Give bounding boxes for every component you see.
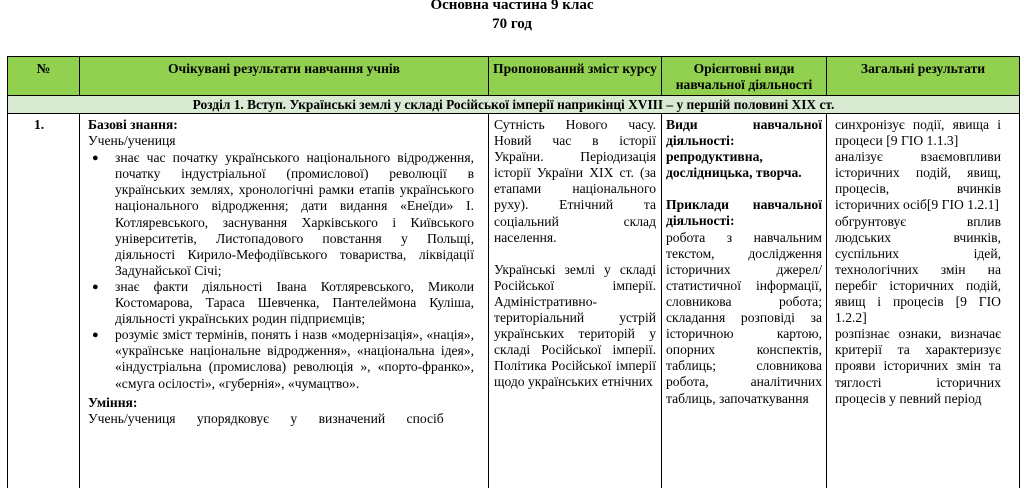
grid-line	[79, 113, 80, 488]
header-general-results: Загальні результати	[860, 61, 986, 76]
activity-types: репродуктивна, дослідницька, творча.	[666, 149, 802, 181]
header-activity-types: Орієнтовні види навчальної діяльності	[675, 61, 813, 92]
skills-text: Учень/учениця упорядковує у визначений спосіб	[88, 410, 444, 426]
general-results-cell	[835, 117, 1001, 488]
header-expected-results: Очікувані результати навчання учнів	[167, 61, 401, 76]
activities-cell	[666, 117, 822, 488]
grid-line	[7, 113, 1020, 114]
skills-heading: Уміння:	[88, 394, 138, 410]
activity-examples-heading: Приклади навчальної діяльності:	[666, 197, 822, 229]
grid-line	[488, 56, 489, 96]
general-result: обгрунтовує вплив людських вчинків, суспільних ідей, технологічних змін на перебіг історичних подій, явищ і процесів [9 ГІО 1.2.2]	[835, 213, 1001, 326]
general-result: синхронізує події, явища і процеси [9 ГІО 1.1.3]	[835, 117, 1001, 149]
section-title: Розділ 1. Вступ. Українські землі у складі Російської імперії наприкінці XVIII – у першій половині XIX ст.	[192, 97, 835, 112]
knowledge-bullet: ● знає факти діяльності Івана Котляревського, Миколи Костомарова, Тараса Шевченка, Пантелеймона Куліша, діяльності українських родин підприємців;	[88, 279, 474, 327]
knowledge-heading: Базові знання:	[88, 117, 178, 132]
grid-line	[488, 113, 489, 488]
grid-line	[826, 113, 827, 488]
activity-types-heading: Види навчальної діяльності:	[666, 117, 822, 149]
grid-line	[7, 56, 1020, 57]
header-number: №	[36, 61, 51, 76]
content-paragraph: Українські землі у складі Російської імперії. Адміністративно-територіальний устрій українських територій у складі Російської імперії. Політика Російської імперії щодо українських етнічних	[494, 261, 656, 390]
header-proposed-content: Пропонований зміст курсу	[493, 61, 657, 76]
student-label: Учень/учениця	[88, 133, 176, 149]
page-title: Основна частина 9 клас	[430, 0, 594, 13]
grid-line	[7, 95, 1020, 96]
grid-line	[7, 56, 8, 488]
grid-line	[1019, 56, 1020, 488]
general-result: розпізнає ознаки, визначає критерії та характеризує прояви історичних змін та тяглості історичних процесів у певний період	[835, 326, 1001, 406]
grid-line	[826, 56, 827, 96]
content-paragraph: Сутність Нового часу. Новий час в історії України. Періодизація історії України XIX ст. (за етапами національного руху). Етнічний та соціальний склад населення.	[494, 117, 656, 245]
grid-line	[661, 113, 662, 488]
knowledge-bullet: ● знає час початку українського національного відродження, початку індустріальної (промислової) революції в українських землях, хронологічні рамки етапів українського національного відродження; дати видання «Енеїди» І. Котляревського, заснування Харківського і Київського університетів, Листопадового повстання у Польщі, діяльності Кирило-Мефодіївського товариства, ліквідації Задунайської Січі;	[88, 150, 474, 279]
page-hours: 70 год	[492, 16, 532, 32]
activity-examples: робота з навчальним текстом, дослідження історичних джерел/статистичної інформації, словникова робота; складання розповіді за історичною картою, опорних конспектів, таблиць; словникова робота, аналітичних таблиць, започаткування	[666, 229, 822, 406]
general-result: аналізує взаємовпливи історичних подій, явищ, процесів, вчинків історичних осіб[9 ГІО 1.2.1]	[835, 149, 1001, 213]
proposed-content-cell	[494, 117, 656, 488]
row-number: 1.	[34, 117, 45, 132]
knowledge-bullet: ● розуміє зміст термінів, понять і назв «модернізація», «нація», «українське національне відродження», «національна ідея», «індустріальна (промислова) революція », «порто-франко», «смуга осілості», «губернія», «чумацтво».	[88, 327, 474, 391]
grid-line	[661, 56, 662, 96]
expected-results-cell	[88, 117, 474, 488]
